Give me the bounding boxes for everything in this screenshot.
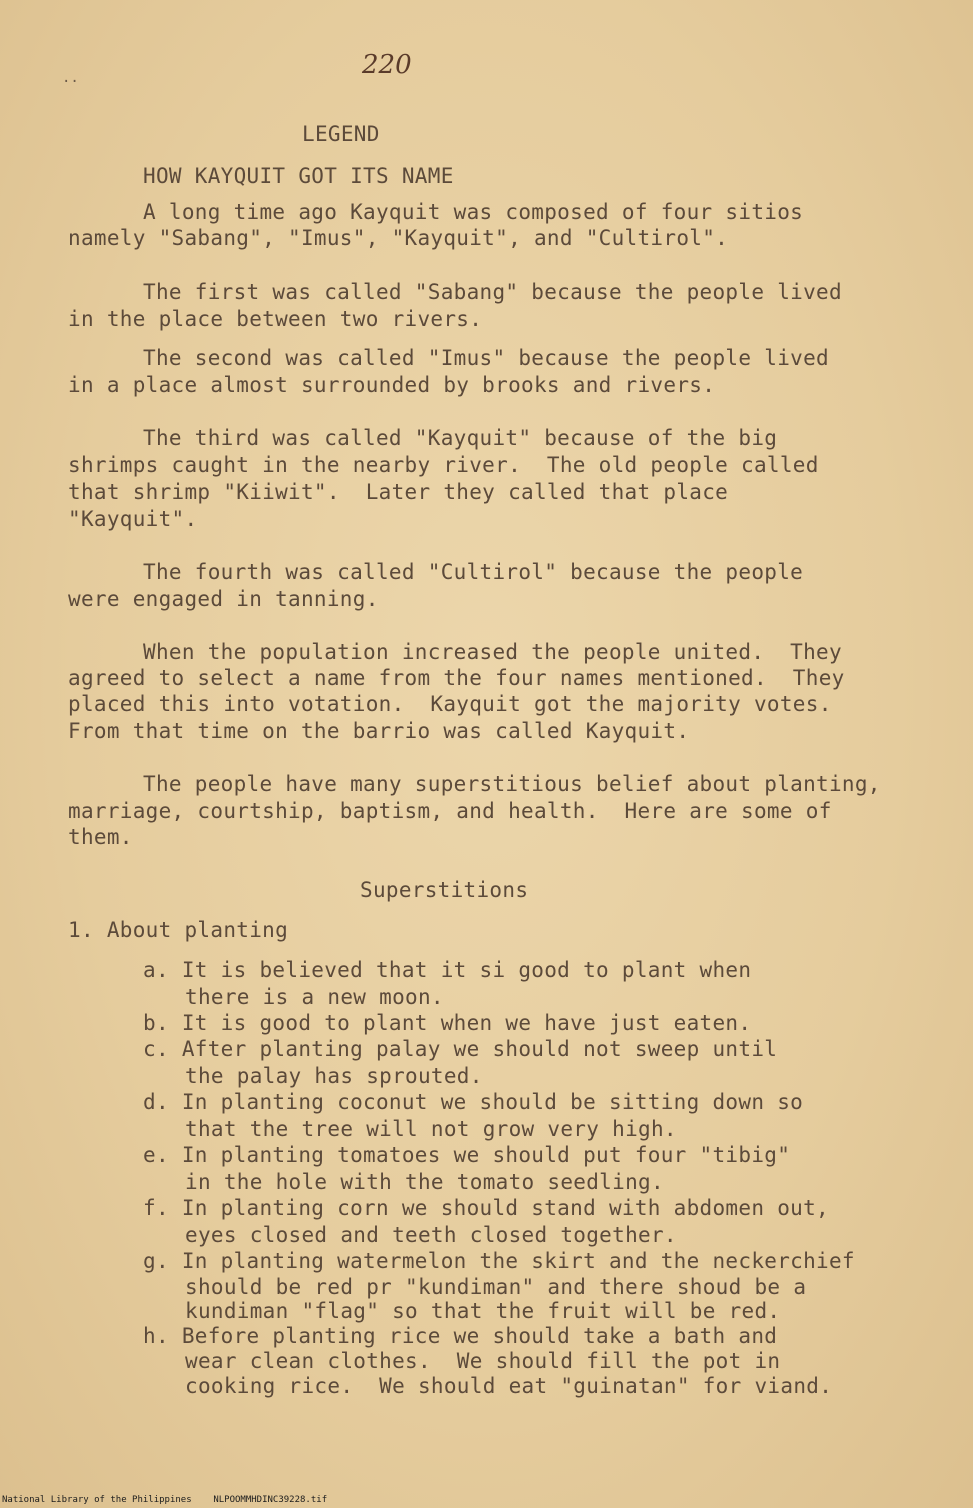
paragraph-line: From that time on the barrio was called Kayquit.	[68, 719, 690, 743]
list-item: wear clean clothes. We should fill the pot in	[185, 1349, 781, 1373]
paragraph-line: The first was called "Sabang" because the people lived	[143, 280, 842, 304]
list-item: cooking rice. We should eat "guinatan" for viand.	[185, 1374, 833, 1398]
list-item: the palay has sprouted.	[185, 1064, 483, 1088]
paragraph-line: that shrimp "Kiiwit". Later they called that place	[68, 480, 729, 504]
page-number: 220	[362, 50, 412, 80]
paragraph-line: When the population increased the people united. They	[143, 640, 842, 664]
list-item: b. It is good to plant when we have just eaten.	[143, 1011, 752, 1035]
paragraph-line: placed this into votation. Kayquit got the majority votes.	[68, 692, 832, 716]
footer-caption: National Library of the Philippines NLPOOMMHDINC39228.tif	[2, 1495, 328, 1505]
list-item: h. Before planting rice we should take a bath and	[143, 1324, 778, 1348]
paragraph-line: them.	[68, 825, 133, 849]
paragraph-line: namely "Sabang", "Imus", "Kayquit", and "Cultirol".	[68, 226, 729, 250]
paragraph-line: The third was called "Kayquit" because of the big	[143, 426, 778, 450]
list-item: kundiman "flag" so that the fruit will be red.	[185, 1299, 781, 1323]
paragraph-line: in the place between two rivers.	[68, 307, 483, 331]
paragraph-line: "Kayquit".	[68, 507, 198, 531]
title: HOW KAYQUIT GOT ITS NAME	[143, 164, 454, 188]
paragraph-line: were engaged in tanning.	[68, 587, 379, 611]
list-item: that the tree will not grow very high.	[185, 1117, 677, 1141]
list-item: there is a new moon.	[185, 985, 444, 1009]
paragraph-line: The people have many superstitious belief about planting,	[143, 772, 881, 796]
paragraph-line: shrimps caught in the nearby river. The old people called	[68, 453, 819, 477]
list-item: e. In planting tomatoes we should put four "tibig"	[143, 1143, 791, 1167]
list-item: in the hole with the tomato seedling.	[185, 1170, 664, 1194]
list-item: a. It is believed that it si good to plant when	[143, 958, 752, 982]
paragraph-line: agreed to select a name from the four names mentioned. They	[68, 666, 845, 690]
list-item: f. In planting corn we should stand with abdomen out,	[143, 1196, 829, 1220]
paragraph-line: A long time ago Kayquit was composed of four sitios	[143, 200, 804, 224]
list-item: c. After planting palay we should not sweep until	[143, 1037, 778, 1061]
section-title: Superstitions	[360, 878, 529, 902]
paragraph-line: marriage, courtship, baptism, and health. Here are some of	[68, 799, 832, 823]
paragraph-line: The second was called "Imus" because the people lived	[143, 346, 829, 370]
heading: LEGEND	[302, 122, 380, 146]
paragraph-line: in a place almost surrounded by brooks and rivers.	[68, 373, 716, 397]
subsection-title: 1. About planting	[68, 918, 289, 942]
paragraph-line: The fourth was called "Cultirol" because the people	[143, 560, 804, 584]
list-item: should be red pr "kundiman" and there shoud be a	[185, 1275, 807, 1299]
margin-marks: ..	[62, 70, 79, 86]
list-item: d. In planting coconut we should be sitting down so	[143, 1090, 804, 1114]
list-item: eyes closed and teeth closed together.	[185, 1223, 677, 1247]
list-item: g. In planting watermelon the skirt and the neckerchief	[143, 1249, 855, 1273]
